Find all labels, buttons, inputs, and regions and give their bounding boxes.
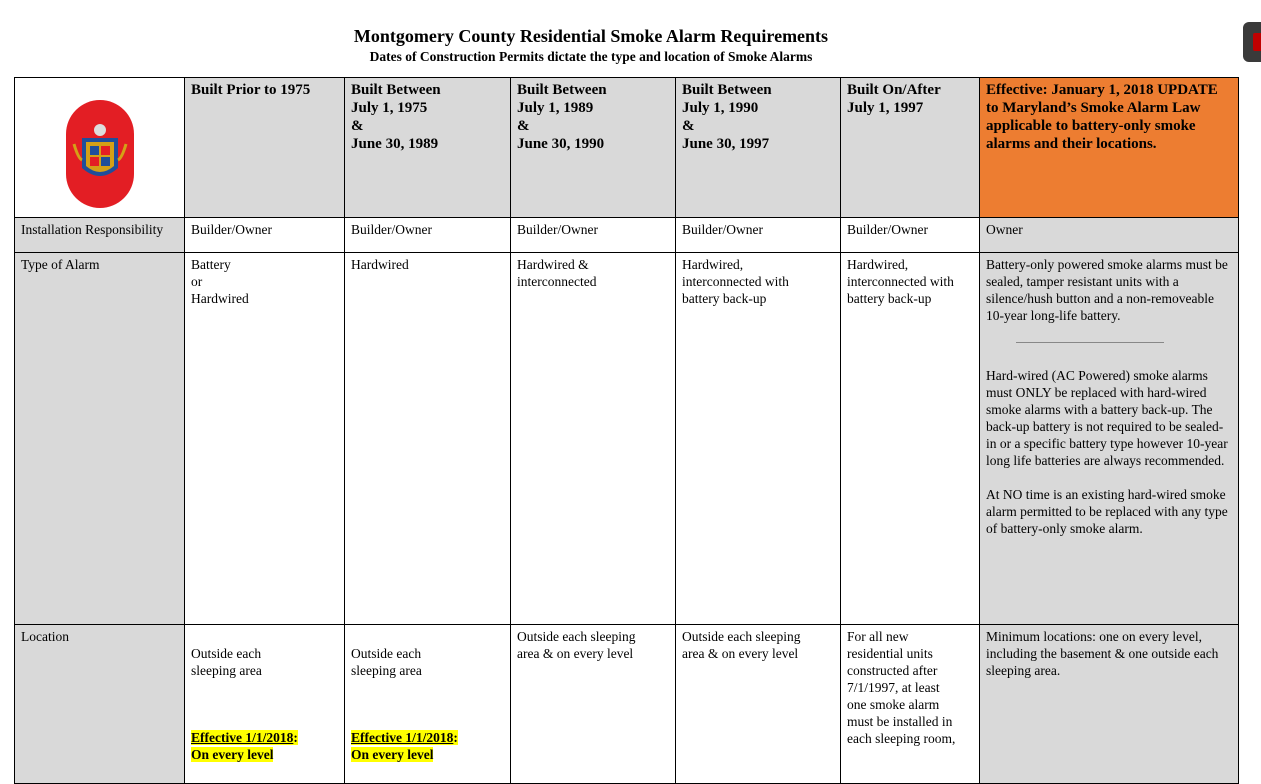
- row-label: Type of Alarm: [15, 253, 185, 625]
- table-cell: Builder/Owner: [841, 218, 980, 253]
- effective-text: On every level: [351, 747, 434, 762]
- colon: :: [293, 730, 298, 745]
- table-cell: Minimum locations: one on every level, including the basement & one outside each sleeping area.: [980, 625, 1239, 784]
- extension-button[interactable]: [1243, 22, 1261, 62]
- table-cell: Builder/Owner: [676, 218, 841, 253]
- table-cell: Hardwired & interconnected: [511, 253, 676, 625]
- table-cell: Hardwired, interconnected with battery back-up: [841, 253, 980, 625]
- table-cell: For all new residential units constructed after 7/1/1997, at least one smoke alarm must be installed in each sleeping room,: [841, 625, 980, 784]
- logo-cell: [15, 78, 185, 218]
- header-1990-1997: Built Between July 1, 1990 & June 30, 1997: [676, 78, 841, 218]
- table-cell: Builder/Owner: [511, 218, 676, 253]
- page-title: Montgomery County Residential Smoke Alarm Requirements: [353, 26, 829, 46]
- location-text: Outside each sleeping area: [191, 646, 262, 678]
- header-2018-update: Effective: January 1, 2018 UPDATE to Maryland’s Smoke Alarm Law applicable to battery-only smoke alarms and their locations.: [980, 78, 1239, 218]
- colon: :: [453, 730, 458, 745]
- table-cell: Builder/Owner: [185, 218, 345, 253]
- table-cell: Builder/Owner: [345, 218, 511, 253]
- table-cell: [345, 625, 511, 784]
- header-after-1997: Built On/After July 1, 1997: [841, 78, 980, 218]
- location-text: Outside each sleeping area: [351, 646, 422, 678]
- effective-label: Effective 1/1/2018: [191, 730, 294, 745]
- table-cell: Owner: [980, 218, 1239, 253]
- update-paragraph: At NO time is an existing hard-wired smoke alarm permitted to be replaced with any type of battery-only smoke alarm.: [986, 487, 1228, 536]
- divider: [1016, 342, 1164, 343]
- table-cell: [185, 625, 345, 784]
- table-cell: Outside each sleeping area & on every level: [511, 625, 676, 784]
- effective-text: On every level: [191, 747, 274, 762]
- edit-pdf-icon: [1253, 33, 1261, 51]
- installation-row: [15, 218, 1239, 253]
- header-1975-1989: Built Between July 1, 1975 & June 30, 1989: [345, 78, 511, 218]
- type-row: [15, 253, 1239, 625]
- header-row: [15, 78, 1239, 218]
- table-cell: Battery or Hardwired: [185, 253, 345, 625]
- effective-label: Effective 1/1/2018: [351, 730, 454, 745]
- page-subtitle: Dates of Construction Permits dictate the type and location of Smoke Alarms: [369, 49, 813, 64]
- update-type-cell: [980, 253, 1239, 625]
- fire-rescue-logo: [64, 98, 136, 210]
- update-paragraph: Hard-wired (AC Powered) smoke alarms must ONLY be replaced with hard-wired smoke alarms with a battery back-up. The back-up battery is not required to be sealed-in or a specific battery type however 10-year long life batteries are always recommended.: [986, 368, 1228, 468]
- row-label: Location: [15, 625, 185, 784]
- effective-highlight: [351, 729, 504, 763]
- table-cell: Hardwired: [345, 253, 511, 625]
- update-paragraph: Battery-only powered smoke alarms must be sealed, tamper resistant units with a silence/hush button and a non-removeable 10-year long-life battery.: [986, 257, 1228, 323]
- effective-highlight: [191, 729, 338, 763]
- row-label: Installation Responsibility: [15, 218, 185, 253]
- requirements-table: [14, 77, 1239, 784]
- header-prior-1975: Built Prior to 1975: [185, 78, 345, 218]
- location-row: [15, 625, 1239, 784]
- header-1989-1990: Built Between July 1, 1989 & June 30, 1990: [511, 78, 676, 218]
- table-cell: Outside each sleeping area & on every level: [676, 625, 841, 784]
- table-cell: Hardwired, interconnected with battery back-up: [676, 253, 841, 625]
